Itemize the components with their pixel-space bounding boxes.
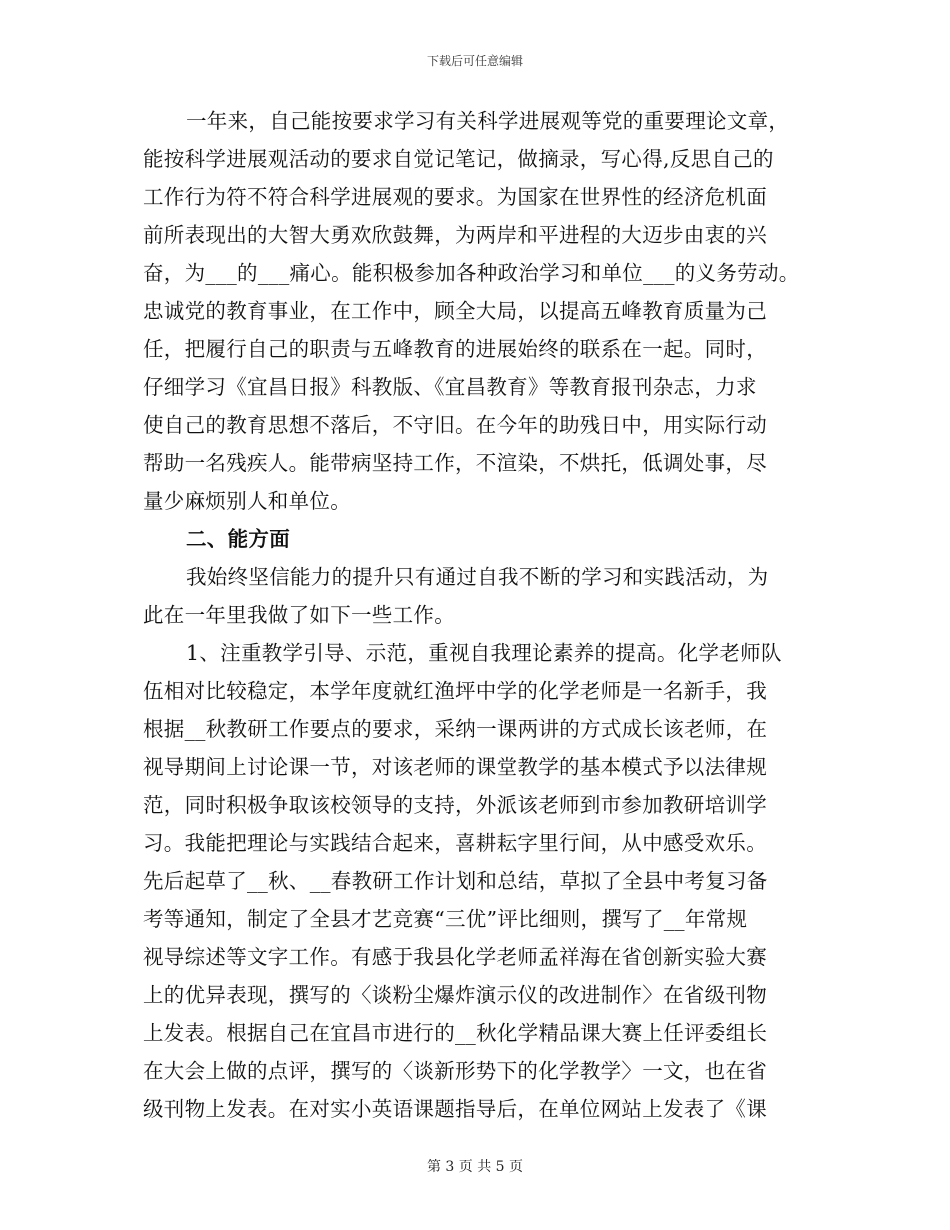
body-line: 习。我能把理论与实践结合起来，喜耕耘字里行间，从中感受欢乐。 — [143, 831, 767, 855]
body-line: 先后起草了__秋、__春教研工作计划和总结，草拟了全县中考复习备 — [143, 869, 768, 893]
body-line: 上发表。根据自己在宜昌市进行的__秋化学精品课大赛上任评委组长 — [143, 1021, 768, 1045]
body-line: 能按科学进展观活动的要求自觉记笔记，做摘录，写心得,反思自己的 — [143, 147, 774, 171]
body-line: 我始终坚信能力的提升只有通过自我不断的学习和实践活动，为 — [186, 565, 769, 589]
body-line: 考等通知，制定了全县才艺竞赛“三优”评比细则，撰写了__年常规 — [143, 907, 748, 931]
body-line: 任，把履行自己的职责与五峰教育的进展始终的联系在一起。同时， — [143, 337, 767, 361]
body-line: 帮助一名残疾人。能带病坚持工作，不渲染，不烘托，低调处事，尽 — [143, 451, 767, 475]
body-line: 一年来，自己能按要求学习有关科学进展观等党的重要理论文章， — [186, 109, 790, 133]
body-line: 前所表现出的大智大勇欢欣鼓舞，为两岸和平进程的大迈步由衷的兴 — [143, 223, 767, 247]
body-line: 仔细学习《宜昌日报》科教版、《宜昌教育》等教育报刊杂志，力求 — [143, 375, 757, 399]
body-line: 此在一年里我做了如下一些工作。 — [143, 603, 455, 627]
body-line: 伍相对比较稳定，本学年度就红渔坪中学的化学老师是一名新手，我 — [143, 679, 767, 703]
body-line: 范，同时积极争取该校领导的支持，外派该老师到市参加教研培训学 — [143, 793, 767, 817]
body-line: 工作行为符不符合科学进展观的要求。为国家在世界性的经济危机面 — [143, 185, 767, 209]
body-line: 在大会上做的点评，撰写的〈谈新形势下的化学教学〉一文，也在省 — [143, 1059, 767, 1083]
body-line: 奋，为___的___痛心。能积极参加各种政治学习和单位___的义务劳动。 — [143, 261, 800, 285]
body-line: 使自己的教育思想不落后，不守旧。在今年的助残日中，用实际行动 — [143, 413, 767, 437]
page-header: 下载后可任意编辑 — [426, 54, 523, 68]
body-line: 视导期间上讨论课一节，对该老师的课堂教学的基本模式予以法律规 — [143, 755, 767, 779]
section-heading: 二、能方面 — [186, 527, 290, 551]
body-line: 上的优异表现，撰写的〈谈粉尘爆炸演示仪的改进制作〉在省级刊物 — [143, 983, 767, 1007]
body-line: 1、注重教学引导、示范，重视自我理论素养的提高。化学老师队 — [186, 641, 782, 665]
body-line: 忠诚党的教育事业，在工作中，顾全大局，以提高五峰教育质量为己 — [143, 299, 767, 323]
body-line: 视导综述等文字工作。有感于我县化学老师孟祥海在省创新实验大赛 — [143, 945, 767, 969]
page-footer: 第 3 页 共 5 页 — [426, 1159, 524, 1175]
body-line: 量少麻烦别人和单位。 — [143, 489, 351, 513]
body-line: 级刊物上发表。在对实小英语课题指导后，在单位网站上发表了《课 — [143, 1097, 767, 1121]
body-line: 根据__秋教研工作要点的要求，采纳一课两讲的方式成长该老师，在 — [143, 717, 768, 741]
